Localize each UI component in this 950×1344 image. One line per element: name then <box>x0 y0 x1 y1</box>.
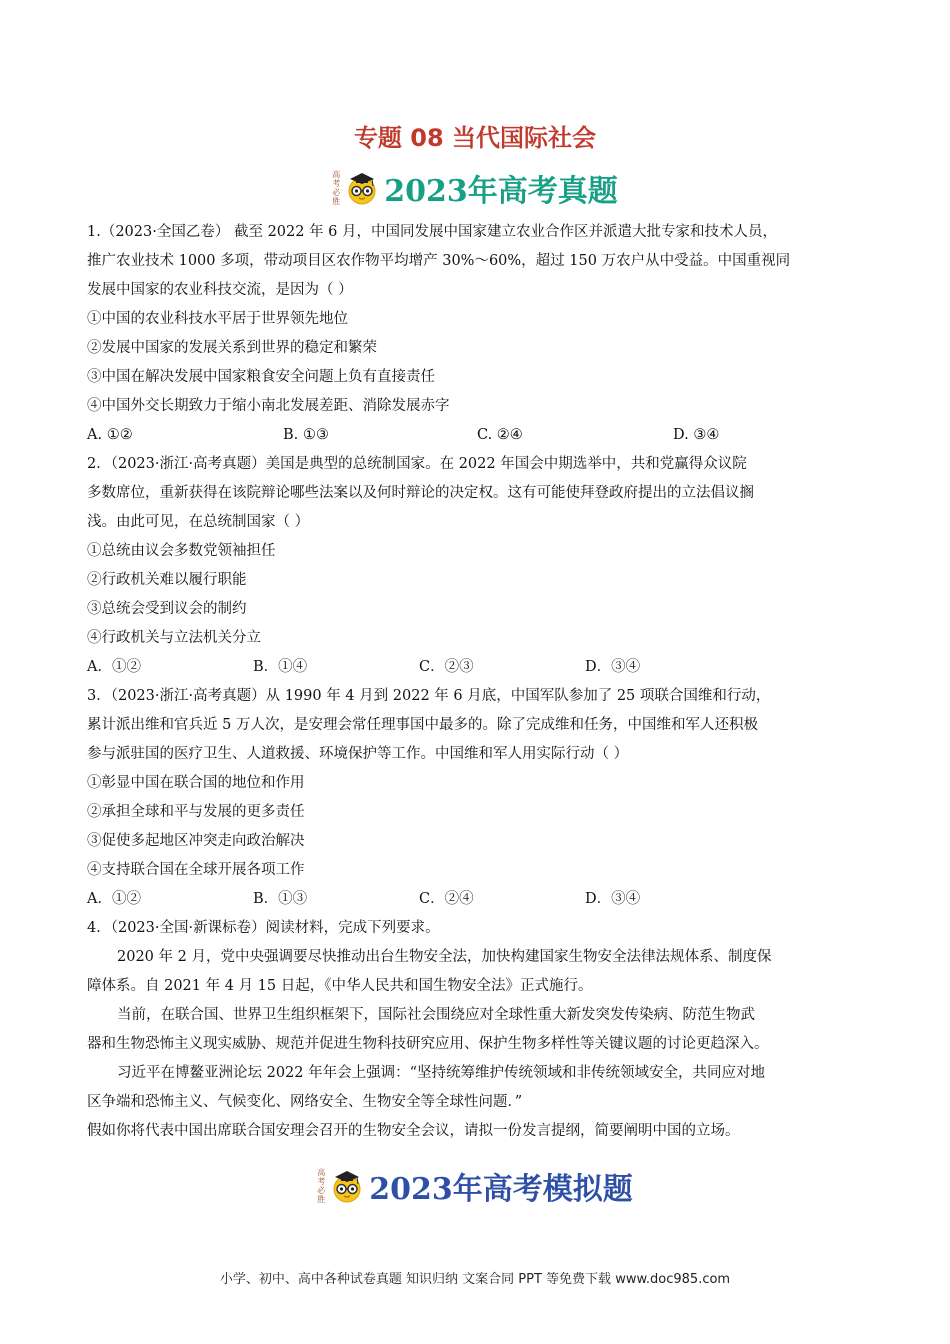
option-c: C．②④ <box>419 891 474 907</box>
answer-options <box>87 885 867 914</box>
material-paragraph: 障体系。自 2021 年 4 月 15 日起，《中华人民共和国生物安全法》正式施行。 <box>87 978 593 994</box>
question-3 <box>87 682 867 914</box>
banner-title: 2023年高考真题 <box>384 174 618 209</box>
option-c: C．②③ <box>419 659 474 675</box>
question-stem-line: 2．（2023·浙江·高考真题）美国是典型的总统制国家。在 2022 年国会中期选举中，共和党赢得众议院 <box>87 456 747 472</box>
statement-item: ②发展中国家的发展关系到世界的稳定和繁荣 <box>87 340 377 356</box>
material-paragraph: 当前，在联合国、世界卫生组织框架下，国际社会围绕应对全球性重大新发突发传染病、防范生物武 <box>117 1007 755 1023</box>
section-banner-real-exam <box>0 166 950 210</box>
question-2 <box>87 450 867 682</box>
section-banner-mock-exam <box>0 1164 950 1208</box>
question-stem-line: 累计派出维和官兵近 5 万人次，是安理会常任理事国中最多的。除了完成维和任务，中国维和军人还积极 <box>87 717 758 733</box>
answer-options <box>87 653 867 682</box>
material-paragraph: 习近平在博鳌亚洲论坛 2022 年年会上强调：“坚持统筹维护传统领域和非传统领域安全，共同应对地 <box>117 1065 766 1081</box>
option-a: A．①② <box>87 891 141 907</box>
statement-item: ④中国外交长期致力于缩小南北发展差距、消除发展赤字 <box>87 398 450 414</box>
page-title: 专题 08 当代国际社会 <box>353 124 597 152</box>
question-stem-line: 1.（2023·全国乙卷） 截至 2022 年 6 月，中国同发展中国家建立农业合作区并派遣大批专家和技术人员， <box>87 224 778 240</box>
answer-options <box>87 421 867 450</box>
statement-item: ①中国的农业科技水平居于世界领先地位 <box>87 311 348 327</box>
statement-item: ③总统会受到议会的制约 <box>87 601 247 617</box>
statement-item: ②承担全球和平与发展的更多责任 <box>87 804 305 820</box>
option-a: A. ①② <box>87 427 133 443</box>
option-d: D. ③④ <box>673 427 720 443</box>
option-b: B. ①③ <box>283 427 329 443</box>
question-stem-line: 推广农业技术 1000 多项，带动项目区农作物平均增产 30%～60%，超过 150 万农户从中受益。中国重视同 <box>87 253 791 269</box>
question-stem-line: 参与派驻国的医疗卫生、人道救援、环境保护等工作。中国维和军人用实际行动（ ） <box>87 746 629 762</box>
material-paragraph: 区争端和恐怖主义、气候变化、网络安全、生物安全等全球性问题．” <box>87 1094 523 1110</box>
statement-item: ④行政机关与立法机关分立 <box>87 630 261 646</box>
option-a: A．①② <box>87 659 141 675</box>
statement-item: ③促使多起地区冲突走向政治解决 <box>87 833 305 849</box>
question-1 <box>87 218 867 450</box>
logo-text: 高考必胜 <box>332 170 341 206</box>
question-4 <box>87 914 867 1146</box>
option-b: B．①④ <box>253 659 308 675</box>
page-footer: 小学、初中、高中各种试卷真题 知识归纳 文案合同 PPT 等免费下载 www.doc985.com <box>219 1272 731 1287</box>
owl-graduate-icon <box>344 170 380 206</box>
logo-text: 高考必胜 <box>317 1168 326 1204</box>
question-stem-line: 3．（2023·浙江·高考真题）从 1990 年 4 月到 2022 年 6 月底，中国军队参加了 25 项联合国维和行动， <box>87 688 771 704</box>
question-stem-line: 多数席位，重新获得在该院辩论哪些法案以及何时辩论的决定权。这有可能使拜登政府提出的立法倡议搁 <box>87 485 754 501</box>
task-prompt: 假如你将代表中国出席联合国安理会召开的生物安全会议，请拟一份发言提纲，简要阐明中国的立场。 <box>87 1123 740 1139</box>
option-b: B．①③ <box>253 891 308 907</box>
option-d: D．③④ <box>585 891 641 907</box>
material-paragraph: 器和生物恐怖主义现实威胁、规范并促进生物科技研究应用、保护生物多样性等关键议题的讨论更趋深入。 <box>87 1036 769 1052</box>
question-stem-line: 4．（2023·全国·新课标卷）阅读材料，完成下列要求。 <box>87 920 440 936</box>
document-body <box>87 218 867 1146</box>
statement-item: ④支持联合国在全球开展各项工作 <box>87 862 305 878</box>
material-paragraph: 2020 年 2 月，党中央强调要尽快推动出台生物安全法，加快构建国家生物安全法律法规体系、制度保 <box>117 949 772 965</box>
statement-item: ①总统由议会多数党领袖担任 <box>87 543 276 559</box>
owl-graduate-icon <box>329 1168 365 1204</box>
banner-logo <box>332 170 380 206</box>
statement-item: ③中国在解决发展中国家粮食安全问题上负有直接责任 <box>87 369 435 385</box>
banner-logo <box>317 1168 365 1204</box>
option-d: D．③④ <box>585 659 641 675</box>
question-stem-line: 发展中国家的农业科技交流，是因为（ ） <box>87 282 353 298</box>
option-c: C. ②④ <box>477 427 523 443</box>
banner-title: 2023年高考模拟题 <box>369 1172 633 1207</box>
question-stem-line: 浅。由此可见，在总统制国家（ ） <box>87 514 310 530</box>
statement-item: ①彰显中国在联合国的地位和作用 <box>87 775 305 791</box>
statement-item: ②行政机关难以履行职能 <box>87 572 247 588</box>
